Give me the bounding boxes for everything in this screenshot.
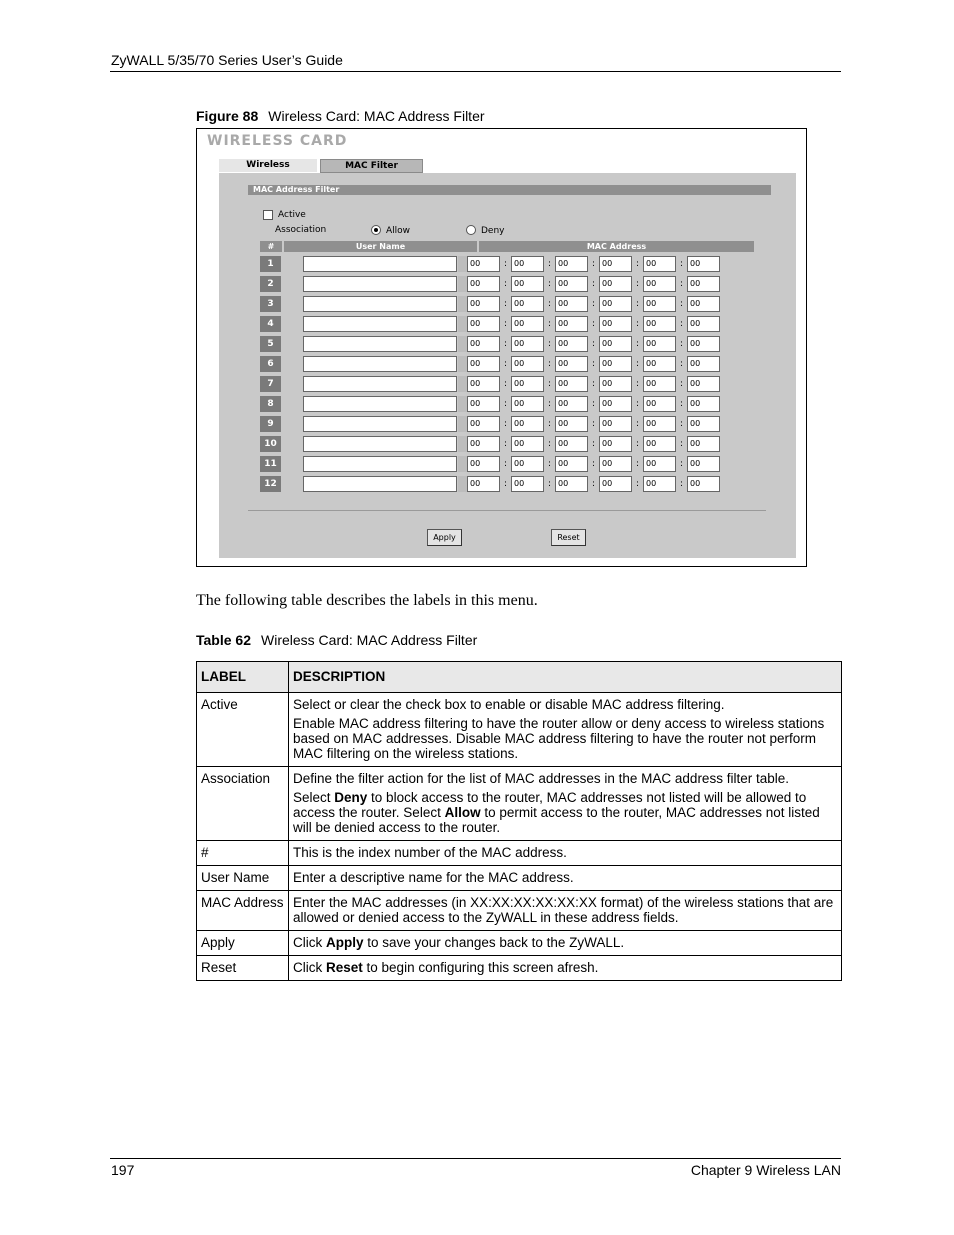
row-index: 12 [260,476,281,492]
mac-separator: : [680,419,684,429]
mac-separator: : [636,439,640,449]
description-header: DESCRIPTION [289,662,842,693]
mac-separator: : [680,439,684,449]
mac-octet-input[interactable]: 00 [687,336,720,352]
mac-octet-input[interactable]: 00 [511,456,544,472]
mac-octet-input[interactable]: 00 [467,356,500,372]
mac-filter-row [260,474,754,494]
table-header-row [197,662,842,693]
mac-separator: : [636,339,640,349]
mac-separator: : [504,379,508,389]
mac-separator: : [504,439,508,449]
mac-octet-input[interactable]: 00 [467,296,500,312]
col-user-header: User Name [284,241,477,252]
mac-octet-input[interactable]: 00 [643,356,676,372]
table-row [197,931,842,956]
mac-octet-input[interactable]: 00 [599,476,632,492]
mac-separator: : [504,479,508,489]
mac-separator: : [592,419,596,429]
mac-octet-input[interactable]: 00 [599,256,632,272]
mac-octet-input[interactable]: 00 [555,416,588,432]
mac-separator: : [592,479,596,489]
mac-octet-input[interactable]: 00 [467,476,500,492]
mac-octet-input[interactable]: 00 [555,456,588,472]
user-name-input[interactable] [303,436,457,452]
row-index: 8 [260,396,281,412]
mac-octet-input[interactable]: 00 [643,376,676,392]
table-row [197,693,842,767]
allow-radio[interactable] [371,225,381,235]
mac-octet-input[interactable]: 00 [599,456,632,472]
col-mac-header: MAC Address [479,241,754,252]
mac-octet-input[interactable]: 00 [555,336,588,352]
mac-separator: : [548,319,552,329]
mac-octet-input[interactable]: 00 [555,396,588,412]
mac-octet-input[interactable]: 00 [511,436,544,452]
mac-separator: : [592,279,596,289]
mac-octet-input[interactable]: 00 [599,416,632,432]
mac-filter-row [260,334,754,354]
mac-octet-input[interactable]: 00 [599,276,632,292]
row-label: Reset [197,956,289,981]
mac-separator: : [504,359,508,369]
mac-separator: : [636,359,640,369]
mac-octet-input[interactable]: 00 [643,456,676,472]
user-name-input[interactable] [303,476,457,492]
bold-term: Deny [334,790,368,805]
mac-separator: : [592,359,596,369]
mac-separator: : [548,419,552,429]
active-label: Active [278,210,306,220]
row-index: 7 [260,376,281,392]
description-text: Define the filter action for the list of MAC addresses in the MAC address filter table. [293,771,789,786]
mac-filter-row [260,414,754,434]
mac-separator: : [680,479,684,489]
apply-button[interactable]: Apply [427,529,462,546]
table-caption [196,632,477,648]
deny-label: Deny [481,226,505,236]
mac-separator: : [680,459,684,469]
text-span: Select [293,790,335,805]
mac-separator: : [548,379,552,389]
mac-octet-input[interactable]: 00 [467,396,500,412]
user-name-input[interactable] [303,316,457,332]
user-name-input[interactable] [303,456,457,472]
user-name-input[interactable] [303,356,457,372]
mac-octet-input[interactable]: 00 [687,456,720,472]
mac-octet-input[interactable]: 00 [687,296,720,312]
mac-separator: : [680,359,684,369]
description-text: Select or clear the check box to enable or disable MAC address filtering. [293,697,725,712]
bold-term: Apply [326,935,364,950]
mac-octet-input[interactable]: 00 [511,336,544,352]
mac-separator: : [680,379,684,389]
mac-octet-input[interactable]: 00 [599,376,632,392]
table-row [197,866,842,891]
mac-separator: : [636,459,640,469]
row-description [289,931,842,956]
mac-octet-input[interactable]: 00 [687,276,720,292]
row-description [289,767,842,841]
mac-separator: : [548,399,552,409]
description-text: Enable MAC address filtering to have the router allow or deny access to wireless stations based on MAC addresses. Disable MAC address filtering to have the router not perform MAC filtering on the wireless stations. [293,716,825,761]
mac-octet-input[interactable]: 00 [643,396,676,412]
mac-separator: : [548,339,552,349]
mac-separator: : [504,299,508,309]
mac-separator: : [680,299,684,309]
mac-octet-input[interactable]: 00 [687,256,720,272]
mac-separator: : [592,379,596,389]
mac-octet-input[interactable]: 00 [511,316,544,332]
row-label: User Name [197,866,289,891]
row-label: Apply [197,931,289,956]
row-description: This is the index number of the MAC address. [289,841,842,866]
mac-octet-input[interactable]: 00 [467,336,500,352]
figure-title: Wireless Card: MAC Address Filter [268,108,485,124]
reset-button[interactable]: Reset [551,529,586,546]
row-index: 11 [260,456,281,472]
mac-octet-input[interactable]: 00 [643,436,676,452]
description-text [293,790,837,835]
mac-separator: : [504,419,508,429]
table-row [197,891,842,931]
row-index: 2 [260,276,281,292]
table-title: Wireless Card: MAC Address Filter [261,632,478,648]
mac-separator: : [592,439,596,449]
mac-octet-input[interactable]: 00 [599,356,632,372]
table-label: Table 62 [196,632,251,648]
table-row [197,767,842,841]
mac-octet-input[interactable]: 00 [599,316,632,332]
user-name-input[interactable] [303,376,457,392]
user-name-input[interactable] [303,416,457,432]
row-index: 3 [260,296,281,312]
mac-octet-input[interactable]: 00 [643,336,676,352]
label-description-table [196,661,842,981]
bold-term: Reset [326,960,363,975]
row-index: 4 [260,316,281,332]
mac-octet-input[interactable]: 00 [687,436,720,452]
allow-label: Allow [386,226,411,236]
mac-separator: : [548,459,552,469]
mac-octet-input[interactable]: 00 [511,376,544,392]
mac-filter-row [260,274,754,294]
mac-filter-row [260,454,754,474]
mac-separator: : [592,399,596,409]
page-number: 197 [111,1162,135,1178]
screen-title: WIRELESS CARD [207,133,348,149]
row-description: Enter the MAC addresses (in XX:XX:XX:XX:XX:XX format) of the wireless stations that are allowed or denied access to the ZyWALL in these address fields. [289,891,842,931]
mac-octet-input[interactable]: 00 [467,256,500,272]
mac-filter-row [260,394,754,414]
mac-separator: : [548,259,552,269]
mac-separator: : [592,459,596,469]
mac-octet-input[interactable]: 00 [687,476,720,492]
mac-octet-input[interactable]: 00 [643,276,676,292]
mac-separator: : [548,439,552,449]
mac-separator: : [636,399,640,409]
mac-octet-input[interactable]: 00 [511,276,544,292]
mac-octet-input[interactable]: 00 [599,296,632,312]
row-description [289,956,842,981]
mac-octet-input[interactable]: 00 [599,336,632,352]
mac-octet-input[interactable]: 00 [555,356,588,372]
row-index: 9 [260,416,281,432]
row-description [289,693,842,767]
user-name-input[interactable] [303,336,457,352]
mac-octet-input[interactable]: 00 [467,416,500,432]
mac-separator: : [548,479,552,489]
text-span: to save your changes back to the ZyWALL. [363,935,625,950]
mac-octet-input[interactable]: 00 [511,356,544,372]
mac-octet-input[interactable]: 00 [467,276,500,292]
mac-octet-input[interactable]: 00 [599,436,632,452]
mac-octet-input[interactable]: 00 [687,356,720,372]
row-label: Association [197,767,289,841]
row-index: 10 [260,436,281,452]
mac-separator: : [636,479,640,489]
mac-separator: : [548,299,552,309]
mac-separator: : [592,339,596,349]
mac-octet-input[interactable]: 00 [467,316,500,332]
mac-octet-input[interactable]: 00 [511,396,544,412]
mac-octet-input[interactable]: 00 [555,436,588,452]
mac-separator: : [680,319,684,329]
mac-separator: : [504,399,508,409]
mac-octet-input[interactable]: 00 [555,296,588,312]
mac-octet-input[interactable]: 00 [511,476,544,492]
tab-wireless[interactable]: Wireless [219,159,317,172]
active-checkbox[interactable] [263,210,273,220]
text-span: to begin configuring this screen afresh. [362,960,599,975]
label-header: LABEL [197,662,289,693]
mac-octet-input[interactable]: 00 [643,476,676,492]
mac-filter-row [260,374,754,394]
mac-octet-input[interactable]: 00 [555,476,588,492]
mac-filter-row [260,294,754,314]
mac-separator: : [680,399,684,409]
header-rule [110,71,841,72]
row-index: 6 [260,356,281,372]
deny-radio[interactable] [466,225,476,235]
text-span: Click [293,935,326,950]
row-description: Enter a descriptive name for the MAC address. [289,866,842,891]
mac-octet-input[interactable]: 00 [555,376,588,392]
mac-octet-input[interactable]: 00 [555,256,588,272]
mac-filter-row [260,434,754,454]
mac-filter-row [260,354,754,374]
mac-filter-row [260,314,754,334]
mac-octet-input[interactable]: 00 [643,256,676,272]
mac-octet-input[interactable]: 00 [687,376,720,392]
mac-octet-input[interactable]: 00 [467,456,500,472]
mac-filter-row [260,254,754,274]
chapter-title: Chapter 9 Wireless LAN [690,1162,841,1178]
mac-separator: : [592,259,596,269]
figure-caption [196,108,485,124]
tab-mac-filter[interactable]: MAC Filter [320,159,423,173]
mac-octet-input[interactable]: 00 [511,416,544,432]
mac-separator: : [636,379,640,389]
table-row [197,956,842,981]
figure-label: Figure 88 [196,108,259,124]
table-row [197,841,842,866]
row-label: Active [197,693,289,767]
panel-divider [248,510,766,511]
mac-octet-input[interactable]: 00 [599,396,632,412]
row-index: 5 [260,336,281,352]
mac-octet-input[interactable]: 00 [511,256,544,272]
mac-separator: : [636,279,640,289]
user-name-input[interactable] [303,276,457,292]
mac-separator: : [548,279,552,289]
section-title: MAC Address Filter [248,185,771,195]
mac-octet-input[interactable]: 00 [555,276,588,292]
text-span: to permit access to the router, MAC addresses not listed will be denied access to the router. [293,805,820,835]
mac-separator: : [504,339,508,349]
user-name-input[interactable] [303,396,457,412]
mac-filter-panel [219,173,796,558]
user-name-input[interactable] [303,296,457,312]
mac-octet-input[interactable]: 00 [643,316,676,332]
mac-separator: : [636,419,640,429]
mac-separator: : [504,259,508,269]
mac-separator: : [680,339,684,349]
mac-octet-input[interactable]: 00 [643,296,676,312]
col-index-header: # [260,241,282,252]
mac-octet-input[interactable]: 00 [467,376,500,392]
mac-separator: : [636,319,640,329]
row-label: # [197,841,289,866]
mac-separator: : [592,299,596,309]
mac-separator: : [680,279,684,289]
bold-term: Allow [444,805,481,820]
mac-octet-input[interactable]: 00 [467,436,500,452]
intro-text: The following table describes the labels in this menu. [196,592,538,609]
association-label: Association [275,225,327,235]
mac-octet-input[interactable]: 00 [643,416,676,432]
row-label: MAC Address [197,891,289,931]
text-span: Click [293,960,326,975]
mac-separator: : [548,359,552,369]
text-span: to block access to the router, MAC addresses not listed will be allowed to access the router. Select [293,790,807,820]
running-header: ZyWALL 5/35/70 Series User’s Guide [111,52,343,68]
mac-separator: : [592,319,596,329]
mac-filter-rows [260,254,754,494]
footer-rule [110,1158,841,1159]
mac-octet-input[interactable]: 00 [687,396,720,412]
row-index: 1 [260,256,281,272]
mac-separator: : [680,259,684,269]
mac-octet-input[interactable]: 00 [511,296,544,312]
mac-separator: : [636,259,640,269]
mac-octet-input[interactable]: 00 [555,316,588,332]
user-name-input[interactable] [303,256,457,272]
mac-separator: : [504,279,508,289]
figure-screenshot [196,128,807,567]
mac-octet-input[interactable]: 00 [687,416,720,432]
mac-octet-input[interactable]: 00 [687,316,720,332]
mac-separator: : [504,459,508,469]
mac-separator: : [636,299,640,309]
mac-separator: : [504,319,508,329]
